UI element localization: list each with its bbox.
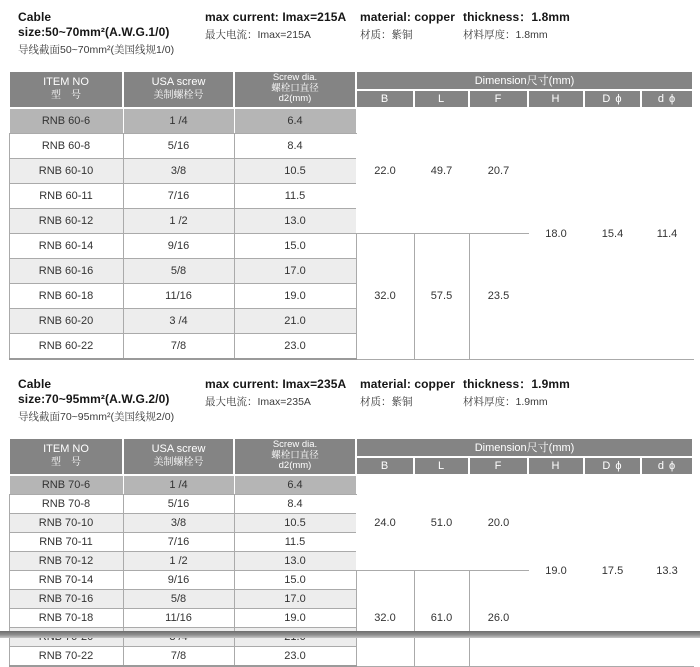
- item-no-cell: RNB 60-11: [9, 184, 123, 209]
- item-no-label-cn: 型 号: [51, 457, 81, 468]
- screw-dia-label: Screw dia.: [272, 72, 318, 84]
- item-no-cell: RNB 60-20: [9, 309, 123, 334]
- dim-l-cell: 49.7: [414, 108, 469, 234]
- usa-screw-cell: 5/8: [123, 259, 234, 284]
- dim-l-cell: 51.0: [414, 475, 469, 571]
- col-header-dsmallphi: d ϕ: [641, 90, 693, 108]
- usa-screw-cell: 1 /2: [123, 209, 234, 234]
- col-header-dphi: D ϕ: [584, 457, 641, 475]
- col-header-h: H: [528, 90, 584, 108]
- usa-screw-cell: 9/16: [123, 234, 234, 259]
- cable-size-text: Cable size:70~95mm²(A.W.G.2/0): [18, 377, 170, 406]
- usa-screw-cell: 5/16: [123, 134, 234, 159]
- usa-screw-cell: 11/16: [123, 284, 234, 309]
- col-header-b: B: [356, 457, 414, 475]
- material-text: material: copper: [360, 377, 455, 391]
- item-no-cell: RNB 70-6: [9, 475, 123, 495]
- usa-screw-cell: 3 /4: [123, 309, 234, 334]
- usa-screw-label-cn: 美制螺栓号: [153, 457, 204, 468]
- usa-screw-cell: 3/8: [123, 514, 234, 533]
- usa-screw-cell: 5/8: [123, 590, 234, 609]
- usa-screw-cell: 1 /2: [123, 552, 234, 571]
- screw-dia-cell: 23.0: [234, 647, 356, 667]
- thickness-block: [463, 377, 700, 424]
- usa-screw-label-cn: 美制螺栓号: [153, 90, 204, 101]
- material-text-cn: 材质：紫铜: [360, 29, 413, 41]
- usa-screw-cell: 7/8: [123, 647, 234, 667]
- dim-f-cell: 20.0: [469, 475, 528, 571]
- thickness-text-cn: 材料厚度：1.8mm: [463, 29, 548, 41]
- max-current-block: [205, 377, 360, 424]
- thickness-block: [463, 10, 700, 57]
- usa-screw-label: USA screw: [151, 443, 206, 455]
- screw-dia-cell: 19.0: [234, 609, 356, 628]
- item-no-cell: RNB 60-18: [9, 284, 123, 309]
- cable-size-text-cn: 导线截面70~95mm²(美国线规2/0): [18, 411, 175, 423]
- col-header-l: L: [414, 90, 469, 108]
- item-no-cell: RNB 60-16: [9, 259, 123, 284]
- dim-dsmallphi-cell: 11.4: [641, 108, 693, 359]
- item-no-cell: RNB 70-22: [9, 647, 123, 667]
- thickness-text: thickness：1.9mm: [463, 377, 570, 391]
- cable-size-block: [18, 10, 205, 57]
- max-current-text: max current: Imax=235A: [205, 377, 347, 391]
- col-header-dphi: D ϕ: [584, 90, 641, 108]
- col-header-usa-screw: [123, 438, 234, 475]
- cable-size-text: Cable size:50~70mm²(A.W.G.1/0): [18, 10, 170, 39]
- dim-f-cell: 23.5: [469, 234, 528, 360]
- max-current-text-cn: 最大电流：Imax=235A: [205, 396, 311, 408]
- usa-screw-cell: 9/16: [123, 571, 234, 590]
- item-no-cell: RNB 70-8: [9, 495, 123, 514]
- screw-dia-cell: 19.0: [234, 284, 356, 309]
- spec-table-1: [8, 70, 694, 360]
- screw-dia-cell: 15.0: [234, 234, 356, 259]
- dim-f-cell: 26.0: [469, 571, 528, 667]
- screw-dia-label-cn: 螺栓口直径: [271, 449, 319, 461]
- col-header-usa-screw: [123, 71, 234, 108]
- thickness-text-cn: 材料厚度：1.9mm: [463, 396, 548, 408]
- screw-dia-cell: 11.5: [234, 184, 356, 209]
- screw-dia-cell: 17.0: [234, 590, 356, 609]
- item-no-label-cn: 型 号: [51, 90, 81, 101]
- usa-screw-cell: 3/8: [123, 159, 234, 184]
- dim-f-cell: 20.7: [469, 108, 528, 234]
- col-header-f: F: [469, 457, 528, 475]
- dim-b-cell: 32.0: [356, 234, 414, 360]
- col-header-l: L: [414, 457, 469, 475]
- section-2-info: [0, 377, 700, 424]
- col-header-screw-dia: [234, 71, 356, 108]
- usa-screw-cell: 11/16: [123, 609, 234, 628]
- bottom-divider-bar: [0, 631, 700, 638]
- screw-dia-cell: 6.4: [234, 108, 356, 134]
- item-no-label: ITEM NO: [43, 443, 89, 455]
- screw-dia-cell: 23.0: [234, 334, 356, 360]
- usa-screw-cell: 7/16: [123, 533, 234, 552]
- col-header-h: H: [528, 457, 584, 475]
- usa-screw-cell: 7/8: [123, 334, 234, 360]
- section-1-info: [0, 10, 700, 57]
- dim-b-cell: 24.0: [356, 475, 414, 571]
- dim-h-cell: 19.0: [528, 475, 584, 666]
- usa-screw-cell: 7/16: [123, 184, 234, 209]
- screw-dia-label: Screw dia.: [272, 439, 318, 451]
- material-text-cn: 材质：紫铜: [360, 396, 413, 408]
- item-no-cell: RNB 60-12: [9, 209, 123, 234]
- cable-size-text-cn: 导线截面50~70mm²(美国线规1/0): [18, 44, 175, 56]
- col-header-screw-dia: [234, 438, 356, 475]
- item-no-cell: RNB 70-11: [9, 533, 123, 552]
- item-no-cell: RNB 60-10: [9, 159, 123, 184]
- screw-dia-cell: 6.4: [234, 475, 356, 495]
- screw-dia-cell: 13.0: [234, 552, 356, 571]
- max-current-text: max current: Imax=215A: [205, 10, 347, 24]
- screw-dia-cell: 13.0: [234, 209, 356, 234]
- col-header-b: B: [356, 90, 414, 108]
- screw-dia-cell: 8.4: [234, 495, 356, 514]
- usa-screw-label: USA screw: [151, 76, 206, 88]
- dim-l-cell: 57.5: [414, 234, 469, 360]
- material-text: material: copper: [360, 10, 455, 24]
- col-header-item-no: [9, 71, 123, 108]
- table-row: [9, 108, 693, 134]
- item-no-cell: RNB 70-16: [9, 590, 123, 609]
- screw-dia-cell: 10.5: [234, 159, 356, 184]
- max-current-text-cn: 最大电流：Imax=215A: [205, 29, 311, 41]
- item-no-cell: RNB 70-18: [9, 609, 123, 628]
- dim-dphi-cell: 17.5: [584, 475, 641, 666]
- dim-b-cell: 22.0: [356, 108, 414, 234]
- dim-dsmallphi-cell: 13.3: [641, 475, 693, 666]
- item-no-cell: RNB 60-14: [9, 234, 123, 259]
- max-current-block: [205, 10, 360, 57]
- screw-dia-unit: d2(mm): [278, 93, 312, 105]
- spec-section-2: [0, 360, 700, 667]
- screw-dia-unit: d2(mm): [278, 460, 312, 472]
- dim-b-cell: 32.0: [356, 571, 414, 667]
- material-block: [360, 10, 463, 57]
- item-no-cell: RNB 60-6: [9, 108, 123, 134]
- screw-dia-cell: 10.5: [234, 514, 356, 533]
- dim-h-cell: 18.0: [528, 108, 584, 359]
- dim-l-cell: 61.0: [414, 571, 469, 667]
- material-block: [360, 377, 463, 424]
- col-header-item-no: [9, 438, 123, 475]
- col-header-dimension: Dimension尺寸(mm): [356, 71, 693, 90]
- thickness-text: thickness：1.8mm: [463, 10, 570, 24]
- usa-screw-cell: 5/16: [123, 495, 234, 514]
- screw-dia-cell: 8.4: [234, 134, 356, 159]
- item-no-cell: RNB 70-10: [9, 514, 123, 533]
- usa-screw-cell: 1 /4: [123, 108, 234, 134]
- item-no-cell: RNB 60-22: [9, 334, 123, 360]
- usa-screw-cell: 1 /4: [123, 475, 234, 495]
- dim-dphi-cell: 15.4: [584, 108, 641, 359]
- screw-dia-cell: 11.5: [234, 533, 356, 552]
- col-header-dsmallphi: d ϕ: [641, 457, 693, 475]
- screw-dia-cell: 17.0: [234, 259, 356, 284]
- item-no-cell: RNB 70-14: [9, 571, 123, 590]
- item-no-cell: RNB 70-12: [9, 552, 123, 571]
- screw-dia-cell: 15.0: [234, 571, 356, 590]
- screw-dia-label-cn: 螺栓口直径: [271, 82, 319, 94]
- item-no-label: ITEM NO: [43, 76, 89, 88]
- col-header-dimension: Dimension尺寸(mm): [356, 438, 693, 457]
- table-row: [9, 475, 693, 495]
- cable-size-block: [18, 377, 205, 424]
- col-header-f: F: [469, 90, 528, 108]
- item-no-cell: RNB 60-8: [9, 134, 123, 159]
- screw-dia-cell: 21.0: [234, 309, 356, 334]
